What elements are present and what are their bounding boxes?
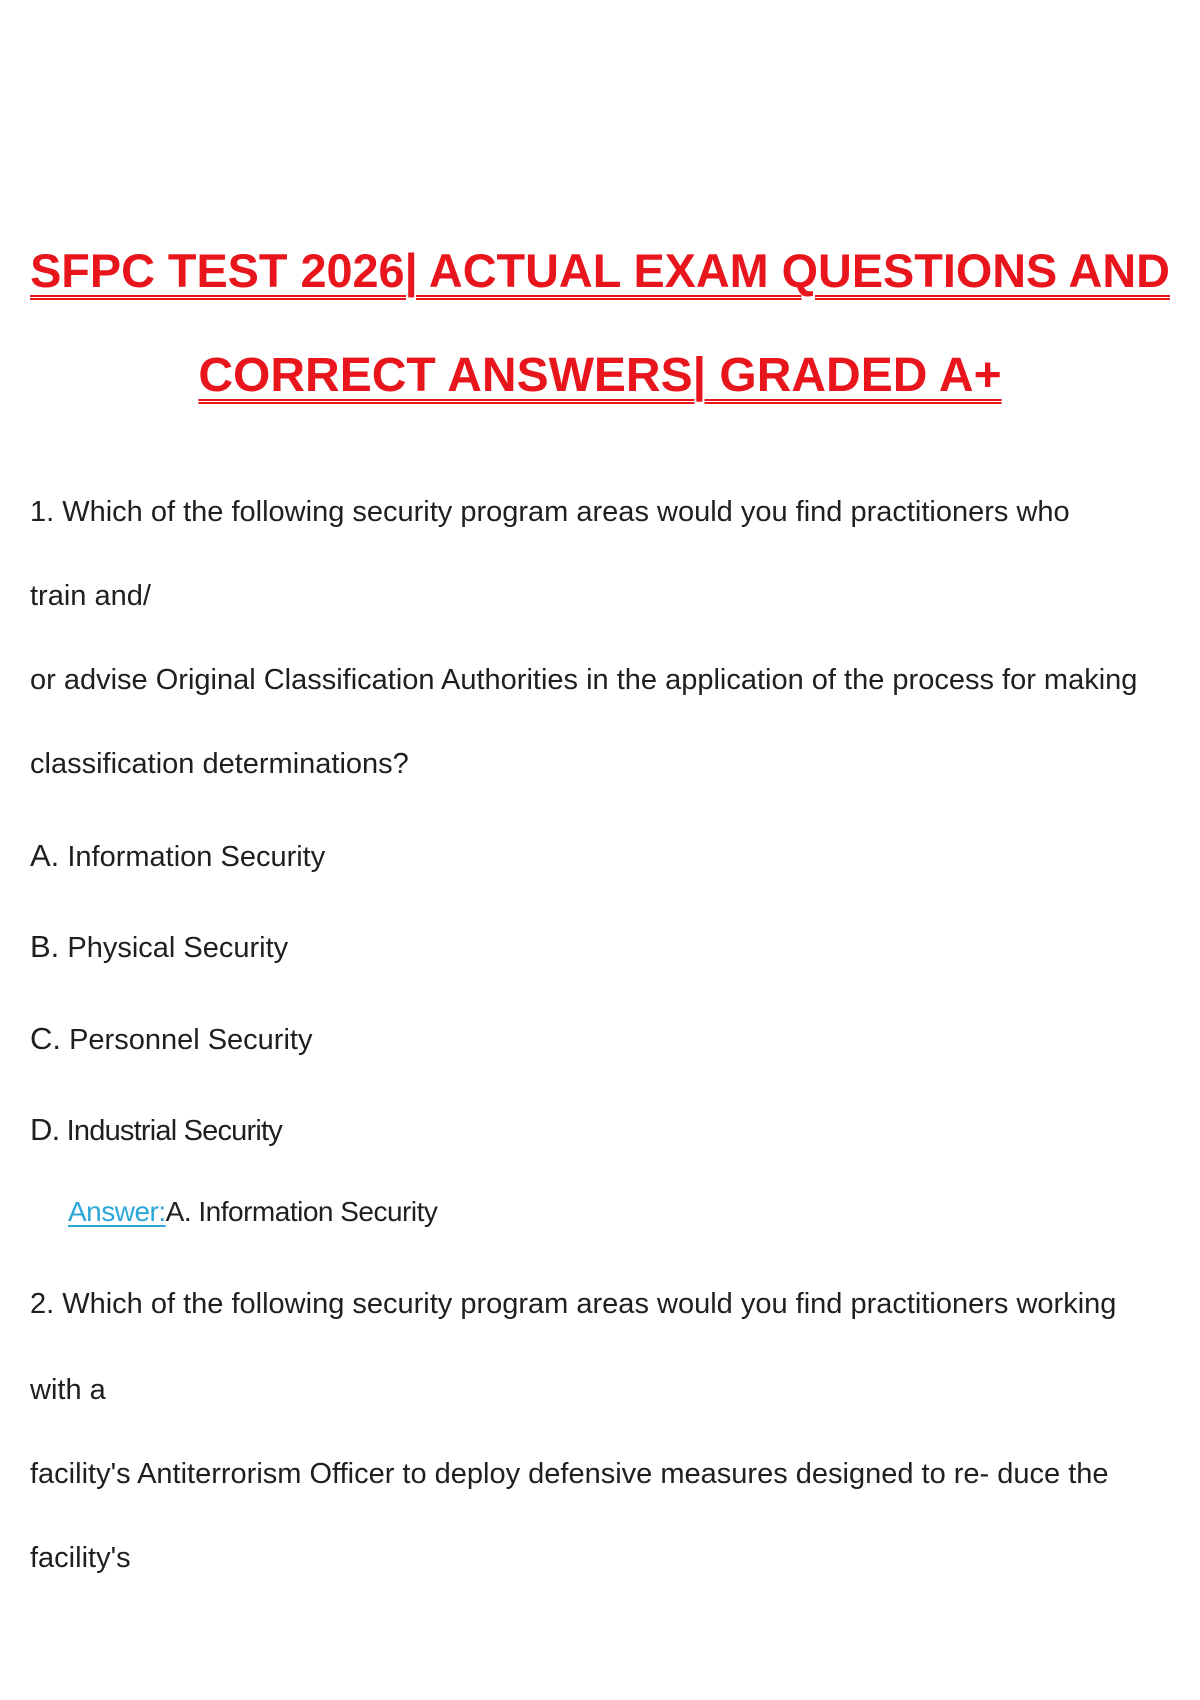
- option-c: [30, 1023, 312, 1055]
- document-title-line-1: [0, 245, 1200, 297]
- option-d: [30, 1114, 282, 1146]
- document-title-line-2: [0, 349, 1200, 402]
- option-a-text: Information Security: [67, 841, 326, 873]
- title-text-2: CORRECT ANSWERS| GRADED A+: [198, 349, 1002, 402]
- question-2-line-2: with a: [30, 1374, 106, 1406]
- answer-1: [68, 1198, 437, 1226]
- option-b-letter: B.: [30, 929, 60, 964]
- question-1-line-1: 1. Which of the following security program areas would you find practitioners who: [30, 496, 1070, 528]
- question-2-line-4: facility's: [30, 1542, 131, 1574]
- question-2-line-1: 2. Which of the following security program areas would you find practitioners working: [30, 1288, 1117, 1320]
- option-d-text: Industrial Security: [66, 1115, 282, 1147]
- answer-label: Answer:: [68, 1196, 166, 1227]
- option-b-text: Physical Security: [67, 932, 289, 964]
- option-a-letter: A.: [30, 838, 60, 873]
- option-a: [30, 840, 325, 872]
- option-c-letter: C.: [30, 1021, 61, 1056]
- title-text-1: SFPC TEST 2026| ACTUAL EXAM QUESTIONS AND: [30, 245, 1170, 297]
- option-c-text: Personnel Security: [69, 1024, 313, 1056]
- question-1-line-3: or advise Original Classification Authorities in the application of the process for making: [30, 664, 1138, 696]
- question-2-line-3: facility's Antiterrorism Officer to deploy defensive measures designed to re- duce the: [30, 1458, 1109, 1490]
- option-d-letter: D.: [30, 1112, 60, 1147]
- question-1-line-2: train and/: [30, 580, 151, 612]
- answer-text: A. Information Security: [165, 1196, 438, 1227]
- option-b: [30, 931, 288, 963]
- question-1-line-4: classification determinations?: [30, 748, 409, 780]
